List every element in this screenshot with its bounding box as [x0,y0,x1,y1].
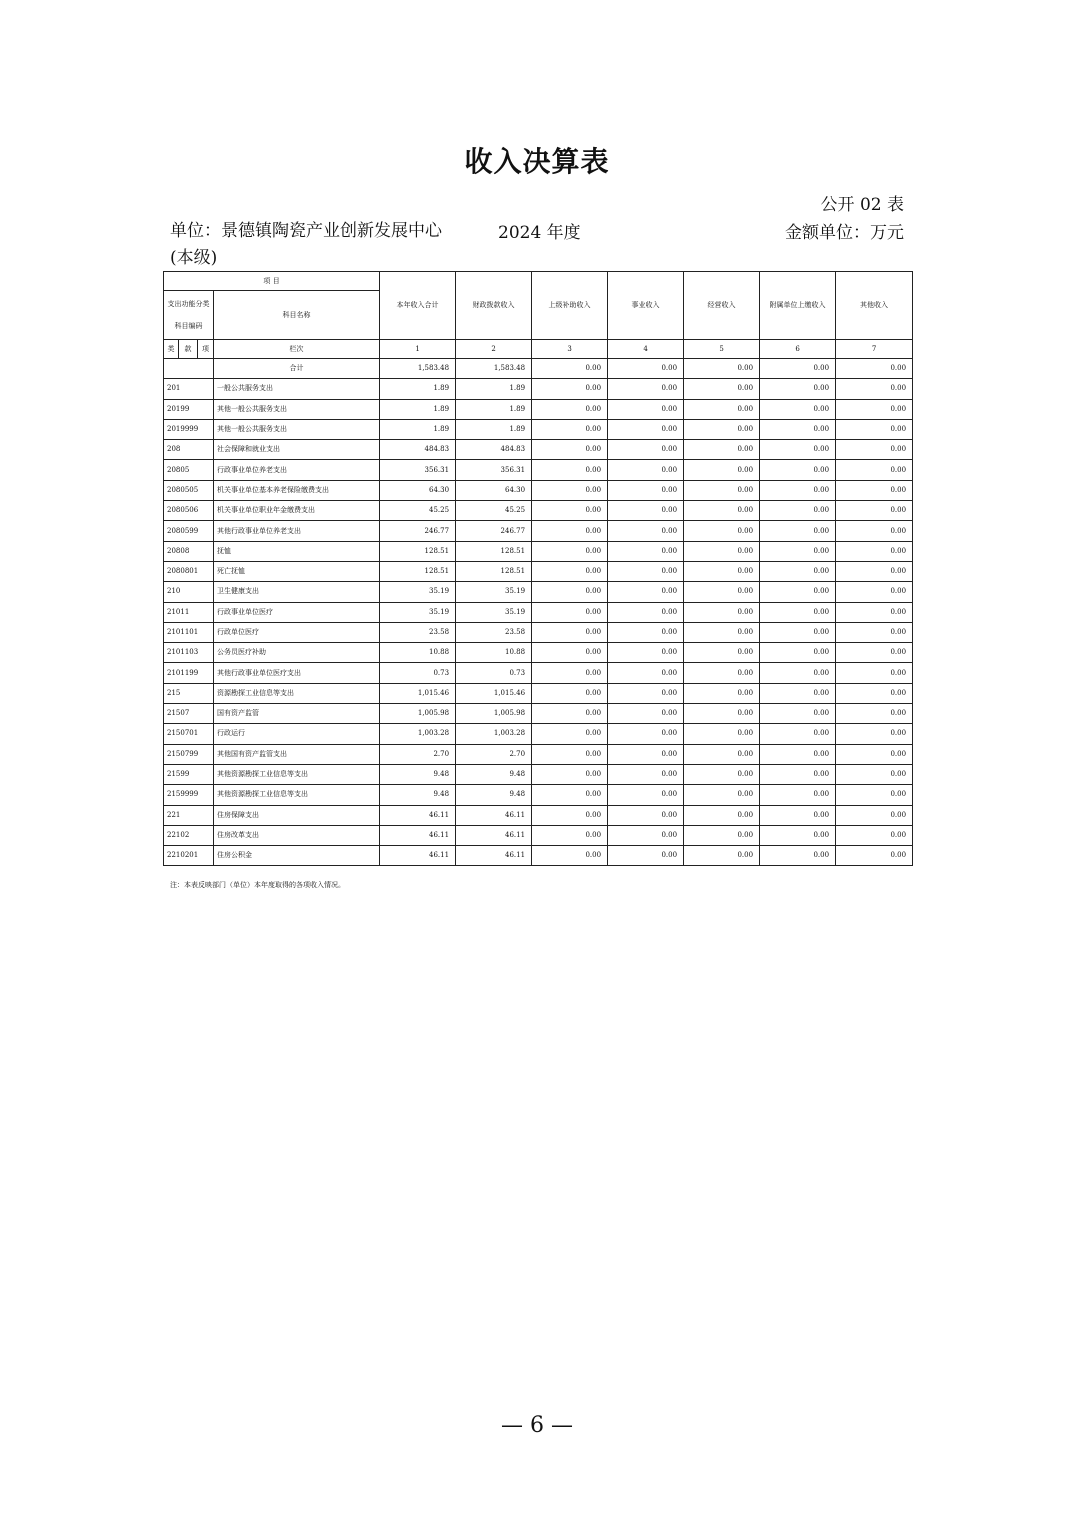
row-operating: 0.00 [684,501,760,521]
row-affiliate: 0.00 [760,622,836,642]
row-operating: 0.00 [684,480,760,500]
header-func-code: 支出功能分类科目编码 [164,291,214,340]
row-total: 35.19 [380,582,456,602]
row-code: 20199 [164,399,214,419]
row-total: 46.11 [380,846,456,866]
row-fiscal: 10.88 [456,643,532,663]
row-subject-name: 其他一般公共服务支出 [214,419,380,439]
row-total: 484.83 [380,440,456,460]
row-affiliate: 0.00 [760,399,836,419]
row-affiliate: 0.00 [760,602,836,622]
row-affiliate: 0.00 [760,764,836,784]
row-total: 35.19 [380,602,456,622]
page-title: 收入决算表 [464,145,610,178]
row-operating: 0.00 [684,643,760,663]
row-total: 1.89 [380,419,456,439]
row-subject-name: 住房保障支出 [214,805,380,825]
header-project: 项 目 [164,272,380,291]
row-operating: 0.00 [684,561,760,581]
row-subject-name: 其他资源勘探工业信息等支出 [214,785,380,805]
row-subject-name: 其他一般公共服务支出 [214,399,380,419]
total-value: 1,583.48 [456,359,532,379]
row-business: 0.00 [608,501,684,521]
row-fiscal: 1,015.46 [456,683,532,703]
row-superior: 0.00 [532,846,608,866]
table-row [164,399,913,419]
row-affiliate: 0.00 [760,379,836,399]
row-operating: 0.00 [684,622,760,642]
row-fiscal: 484.83 [456,440,532,460]
row-other: 0.00 [836,744,913,764]
row-affiliate: 0.00 [760,582,836,602]
row-subject-name: 社会保障和就业支出 [214,440,380,460]
row-fiscal: 46.11 [456,805,532,825]
row-total: 128.51 [380,541,456,561]
row-fiscal: 1.89 [456,419,532,439]
row-fiscal: 46.11 [456,846,532,866]
row-operating: 0.00 [684,764,760,784]
row-code: 2101101 [164,622,214,642]
row-fiscal: 46.11 [456,825,532,845]
table-row [164,480,913,500]
row-affiliate: 0.00 [760,521,836,541]
table-row [164,825,913,845]
row-other: 0.00 [836,764,913,784]
header-col-6: 附属单位上缴收入 [760,272,836,340]
row-business: 0.00 [608,643,684,663]
header-col-5: 经营收入 [684,272,760,340]
row-other: 0.00 [836,460,913,480]
row-affiliate: 0.00 [760,805,836,825]
row-superior: 0.00 [532,501,608,521]
row-fiscal: 9.48 [456,785,532,805]
row-subject-name: 行政单位医疗 [214,622,380,642]
table-row [164,744,913,764]
table-row [164,379,913,399]
row-other: 0.00 [836,541,913,561]
row-business: 0.00 [608,663,684,683]
row-total: 45.25 [380,501,456,521]
row-superior: 0.00 [532,561,608,581]
row-other: 0.00 [836,805,913,825]
row-operating: 0.00 [684,419,760,439]
row-fiscal: 9.48 [456,764,532,784]
table-row [164,724,913,744]
row-code: 2019999 [164,419,214,439]
table-row [164,419,913,439]
row-code: 2101103 [164,643,214,663]
row-total: 356.31 [380,460,456,480]
col-number: 7 [836,340,913,359]
row-operating: 0.00 [684,460,760,480]
row-affiliate: 0.00 [760,440,836,460]
row-superior: 0.00 [532,643,608,663]
row-superior: 0.00 [532,704,608,724]
row-operating: 0.00 [684,440,760,460]
row-code: 2080599 [164,521,214,541]
income-table [163,271,913,866]
row-superior: 0.00 [532,683,608,703]
row-affiliate: 0.00 [760,663,836,683]
row-superior: 0.00 [532,379,608,399]
row-total: 1,005.98 [380,704,456,724]
row-business: 0.00 [608,785,684,805]
row-business: 0.00 [608,764,684,784]
row-total: 246.77 [380,521,456,541]
total-value: 0.00 [608,359,684,379]
row-operating: 0.00 [684,683,760,703]
row-total: 1,015.46 [380,683,456,703]
row-subject-name: 机关事业单位基本养老保险缴费支出 [214,480,380,500]
row-affiliate: 0.00 [760,704,836,724]
row-subject-name: 机关事业单位职业年金缴费支出 [214,501,380,521]
table-row [164,541,913,561]
row-fiscal: 64.30 [456,480,532,500]
row-code: 2080801 [164,561,214,581]
row-affiliate: 0.00 [760,541,836,561]
row-superior: 0.00 [532,399,608,419]
row-business: 0.00 [608,622,684,642]
row-affiliate: 0.00 [760,643,836,663]
row-code: 2150799 [164,744,214,764]
header-col-label: 栏次 [214,340,380,359]
row-fiscal: 2.70 [456,744,532,764]
unit-label: 单位：景德镇陶瓷产业创新发展中心(本级) [170,221,442,268]
row-other: 0.00 [836,663,913,683]
row-superior: 0.00 [532,440,608,460]
row-total: 9.48 [380,785,456,805]
row-fiscal: 1.89 [456,399,532,419]
row-affiliate: 0.00 [760,846,836,866]
table-row [164,643,913,663]
row-business: 0.00 [608,582,684,602]
row-subject-name: 一般公共服务支出 [214,379,380,399]
row-other: 0.00 [836,704,913,724]
header-kuan: 款 [179,340,198,359]
row-total: 46.11 [380,825,456,845]
table-row [164,622,913,642]
row-other: 0.00 [836,683,913,703]
row-code: 210 [164,582,214,602]
row-affiliate: 0.00 [760,785,836,805]
header-col-1: 本年收入合计 [380,272,456,340]
row-business: 0.00 [608,825,684,845]
row-subject-name: 公务员医疗补助 [214,643,380,663]
row-operating: 0.00 [684,663,760,683]
row-other: 0.00 [836,602,913,622]
row-total: 1,003.28 [380,724,456,744]
table-row [164,846,913,866]
table-row [164,683,913,703]
row-code: 2210201 [164,846,214,866]
table-row [164,440,913,460]
row-total: 1.89 [380,399,456,419]
table-row [164,460,913,480]
form-number: 公开 02 表 [820,195,904,215]
row-subject-name: 行政运行 [214,724,380,744]
col-number: 6 [760,340,836,359]
row-business: 0.00 [608,704,684,724]
row-total: 0.73 [380,663,456,683]
row-code: 201 [164,379,214,399]
row-affiliate: 0.00 [760,460,836,480]
table-row [164,561,913,581]
row-code: 20808 [164,541,214,561]
row-total: 23.58 [380,622,456,642]
row-superior: 0.00 [532,663,608,683]
row-superior: 0.00 [532,764,608,784]
total-value: 0.00 [836,359,913,379]
row-other: 0.00 [836,440,913,460]
row-subject-name: 其他行政事业单位医疗支出 [214,663,380,683]
row-business: 0.00 [608,480,684,500]
row-business: 0.00 [608,419,684,439]
row-superior: 0.00 [532,602,608,622]
row-operating: 0.00 [684,704,760,724]
row-total: 9.48 [380,764,456,784]
row-business: 0.00 [608,399,684,419]
row-other: 0.00 [836,379,913,399]
col-number: 3 [532,340,608,359]
row-operating: 0.00 [684,541,760,561]
row-fiscal: 1.89 [456,379,532,399]
row-superior: 0.00 [532,460,608,480]
row-operating: 0.00 [684,399,760,419]
row-fiscal: 356.31 [456,460,532,480]
row-superior: 0.00 [532,744,608,764]
row-code: 2080506 [164,501,214,521]
row-subject-name: 住房公积金 [214,846,380,866]
row-business: 0.00 [608,602,684,622]
row-business: 0.00 [608,460,684,480]
table-note: 注：本表反映部门（单位）本年度取得的各项收入情况。 [170,881,345,889]
header-col-4: 事业收入 [608,272,684,340]
row-subject-name: 国有资产监管 [214,704,380,724]
table-row [164,602,913,622]
total-empty-cell [164,359,214,379]
table-row [164,582,913,602]
row-business: 0.00 [608,724,684,744]
table-row [164,501,913,521]
row-other: 0.00 [836,582,913,602]
table-row [164,521,913,541]
row-superior: 0.00 [532,785,608,805]
row-code: 22102 [164,825,214,845]
row-affiliate: 0.00 [760,825,836,845]
row-operating: 0.00 [684,846,760,866]
table-row [164,785,913,805]
money-unit-label: 金额单位：万元 [785,223,904,243]
header-lei: 类 [164,340,179,359]
row-affiliate: 0.00 [760,683,836,703]
page-number: — 6 — [501,1413,573,1438]
row-code: 2080505 [164,480,214,500]
row-code: 21507 [164,704,214,724]
row-superior: 0.00 [532,541,608,561]
row-affiliate: 0.00 [760,501,836,521]
row-operating: 0.00 [684,379,760,399]
row-code: 21011 [164,602,214,622]
row-business: 0.00 [608,541,684,561]
row-subject-name: 行政事业单位医疗 [214,602,380,622]
row-superior: 0.00 [532,805,608,825]
year-label: 2024 年度 [498,223,581,243]
header-row-col-numbers [164,340,913,359]
row-superior: 0.00 [532,825,608,845]
row-fiscal: 0.73 [456,663,532,683]
row-other: 0.00 [836,622,913,642]
row-affiliate: 0.00 [760,561,836,581]
row-operating: 0.00 [684,744,760,764]
row-subject-name: 行政事业单位养老支出 [214,460,380,480]
row-business: 0.00 [608,744,684,764]
row-business: 0.00 [608,561,684,581]
row-other: 0.00 [836,521,913,541]
row-operating: 0.00 [684,785,760,805]
row-operating: 0.00 [684,521,760,541]
row-fiscal: 35.19 [456,602,532,622]
row-fiscal: 128.51 [456,541,532,561]
row-other: 0.00 [836,399,913,419]
total-value: 0.00 [684,359,760,379]
row-superior: 0.00 [532,724,608,744]
row-business: 0.00 [608,521,684,541]
row-other: 0.00 [836,846,913,866]
row-code: 21599 [164,764,214,784]
row-superior: 0.00 [532,480,608,500]
table-row [164,663,913,683]
row-operating: 0.00 [684,805,760,825]
row-business: 0.00 [608,683,684,703]
row-subject-name: 卫生健康支出 [214,582,380,602]
row-other: 0.00 [836,501,913,521]
row-fiscal: 246.77 [456,521,532,541]
row-superior: 0.00 [532,622,608,642]
row-other: 0.00 [836,480,913,500]
row-code: 215 [164,683,214,703]
row-fiscal: 128.51 [456,561,532,581]
row-fiscal: 1,003.28 [456,724,532,744]
row-code: 221 [164,805,214,825]
row-superior: 0.00 [532,521,608,541]
table-row [164,805,913,825]
header-row-project [164,272,913,291]
row-fiscal: 23.58 [456,622,532,642]
header-subject-name: 科目名称 [214,291,380,340]
col-number: 2 [456,340,532,359]
row-business: 0.00 [608,805,684,825]
row-operating: 0.00 [684,825,760,845]
row-fiscal: 45.25 [456,501,532,521]
row-subject-name: 资源勘探工业信息等支出 [214,683,380,703]
row-subject-name: 其他行政事业单位养老支出 [214,521,380,541]
col-number: 4 [608,340,684,359]
row-fiscal: 35.19 [456,582,532,602]
row-superior: 0.00 [532,419,608,439]
total-value: 0.00 [760,359,836,379]
row-other: 0.00 [836,419,913,439]
row-affiliate: 0.00 [760,480,836,500]
header-col-2: 财政拨款收入 [456,272,532,340]
row-superior: 0.00 [532,582,608,602]
row-total: 2.70 [380,744,456,764]
row-fiscal: 1,005.98 [456,704,532,724]
row-operating: 0.00 [684,602,760,622]
row-code: 2150701 [164,724,214,744]
row-other: 0.00 [836,643,913,663]
row-total: 46.11 [380,805,456,825]
row-other: 0.00 [836,724,913,744]
row-other: 0.00 [836,785,913,805]
row-subject-name: 其他资源勘探工业信息等支出 [214,764,380,784]
row-subject-name: 住房改革支出 [214,825,380,845]
total-row [164,359,913,379]
table-row [164,764,913,784]
row-subject-name: 死亡抚恤 [214,561,380,581]
total-label: 合计 [214,359,380,379]
row-code: 208 [164,440,214,460]
row-business: 0.00 [608,440,684,460]
row-business: 0.00 [608,379,684,399]
row-affiliate: 0.00 [760,419,836,439]
col-number: 5 [684,340,760,359]
header-xiang: 项 [198,340,214,359]
header-col-3: 上级补助收入 [532,272,608,340]
table-row [164,704,913,724]
total-value: 0.00 [532,359,608,379]
row-subject-name: 其他国有资产监管支出 [214,744,380,764]
row-other: 0.00 [836,561,913,581]
row-code: 20805 [164,460,214,480]
row-total: 128.51 [380,561,456,581]
row-total: 1.89 [380,379,456,399]
header-col-7: 其他收入 [836,272,913,340]
row-total: 64.30 [380,480,456,500]
total-value: 1,583.48 [380,359,456,379]
row-operating: 0.00 [684,724,760,744]
row-business: 0.00 [608,846,684,866]
row-code: 2101199 [164,663,214,683]
col-number: 1 [380,340,456,359]
row-affiliate: 0.00 [760,724,836,744]
row-other: 0.00 [836,825,913,845]
row-total: 10.88 [380,643,456,663]
row-code: 2159999 [164,785,214,805]
row-subject-name: 抚恤 [214,541,380,561]
row-affiliate: 0.00 [760,744,836,764]
row-operating: 0.00 [684,582,760,602]
